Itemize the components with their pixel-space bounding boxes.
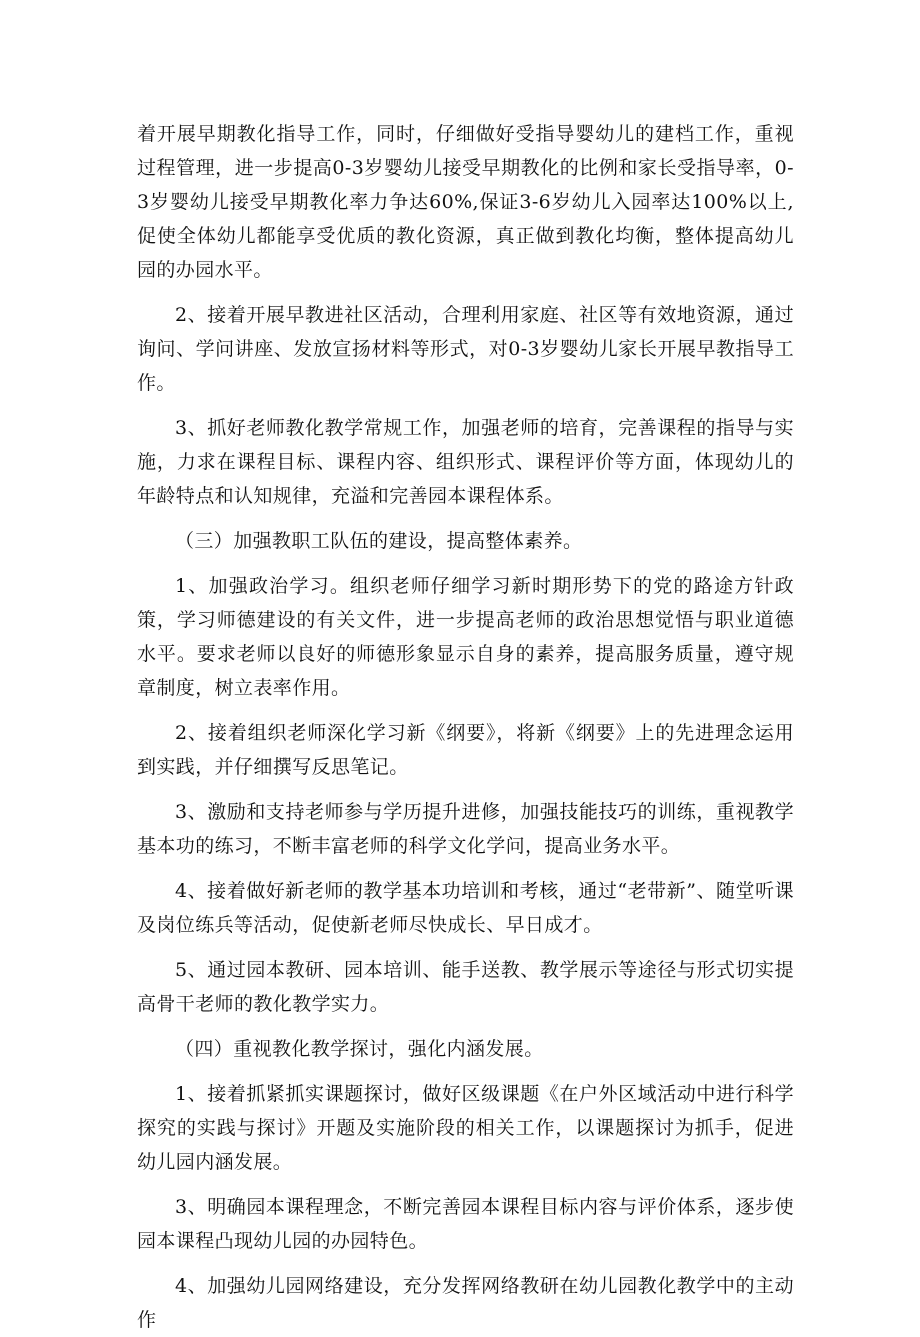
list-item: 4、加强幼儿园网络建设，充分发挥网络教研在幼儿园教化教学中的主动作: [137, 1275, 794, 1331]
list-item: 1、加强政治学习。组织老师仔细学习新时期形势下的党的路途方针政策，学习师德建设的有关文件，进一步提高老师的政治思想觉悟与职业道德水平。要求老师以良好的师德形象显示自身的素养，提高服务质量，遵守规章制度，树立表率作用。: [137, 575, 794, 699]
list-item: 4、接着做好新老师的教学基本功培训和考核，通过“老带新”、随堂听课及岗位练兵等活动，促使新老师尽快成长、早日成才。: [137, 880, 794, 936]
list-item: 2、接着开展早教进社区活动，合理利用家庭、社区等有效地资源，通过询问、学问讲座、发放宣扬材料等形式，对0-3岁婴幼儿家长开展早教指导工作。: [137, 304, 794, 394]
list-item: 3、激励和支持老师参与学历提升进修，加强技能技巧的训练，重视教学基本功的练习，不断丰富老师的科学文化学问，提高业务水平。: [137, 801, 794, 857]
paragraph: 着开展早期教化指导工作，同时，仔细做好受指导婴幼儿的建档工作，重视过程管理，进一步提高0-3岁婴幼儿接受早期教化的比例和家长受指导率，0-3岁婴幼儿接受早期教化率力争达60%,保证3-6岁幼儿入园率达100%以上,促使全体幼儿都能享受优质的教化资源，真正做到教化均衡，整体提高幼儿园的办园水平。: [137, 123, 794, 281]
list-item: 3、抓好老师教化教学常规工作，加强老师的培育，完善课程的指导与实施，力求在课程目标、课程内容、组织形式、课程评价等方面，体现幼儿的年龄特点和认知规律，充溢和完善园本课程体系。: [137, 417, 794, 507]
list-item: 5、通过园本教研、园本培训、能手送教、教学展示等途径与形式切实提高骨干老师的教化教学实力。: [137, 959, 794, 1015]
list-item: 3、明确园本课程理念，不断完善园本课程目标内容与评价体系，逐步使园本课程凸现幼儿园的办园特色。: [137, 1196, 794, 1252]
section-heading: （三）加强教职工队伍的建设，提高整体素养。: [175, 530, 583, 552]
section-heading: （四）重视教化教学探讨，强化内涵发展。: [175, 1038, 544, 1060]
list-item: 2、接着组织老师深化学习新《纲要》，将新《纲要》上的先进理念运用到实践，并仔细撰写反思笔记。: [137, 722, 794, 778]
list-item: 1、接着抓紧抓实课题探讨，做好区级课题《在户外区域活动中进行科学探究的实践与探讨》开题及实施阶段的相关工作，以课题探讨为抓手，促进幼儿园内涵发展。: [137, 1083, 794, 1173]
